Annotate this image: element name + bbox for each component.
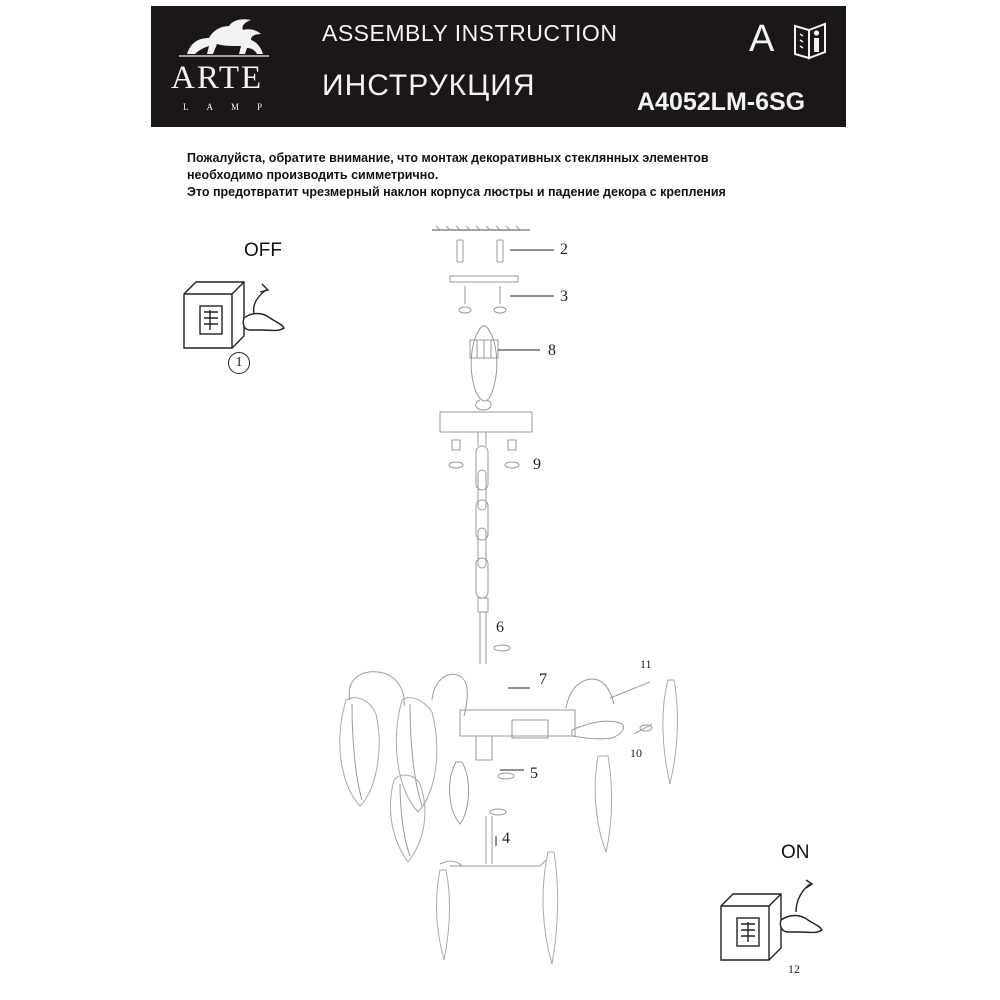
callout-8: 8 — [548, 342, 556, 359]
step-number-off: 1 — [228, 352, 250, 374]
callout-2: 2 — [560, 241, 568, 258]
title-russian: ИНСТРУКЦИЯ — [322, 69, 536, 102]
callout-3: 3 — [560, 288, 568, 305]
title-english: ASSEMBLY INSTRUCTION — [322, 20, 618, 46]
callout-4: 4 — [502, 830, 510, 847]
brand-name: ARTE — [171, 60, 264, 96]
brand-subtitle: LAMP — [183, 102, 281, 112]
brand-logo — [159, 12, 279, 122]
off-label: OFF — [244, 240, 282, 261]
callout-11: 11 — [640, 657, 652, 671]
notice-line-3: Это предотвратит чрезмерный наклон корпуса люстры и падение декора с крепления — [187, 185, 726, 199]
notice-line-1: Пожалуйста, обратите внимание, что монтаж декоративных стеклянных элементов — [187, 151, 709, 165]
step-number-on: 12 — [788, 962, 800, 976]
callout-5: 5 — [530, 765, 538, 782]
switch-off-icon — [184, 282, 284, 348]
callout-9: 9 — [533, 456, 541, 473]
callout-6: 6 — [496, 619, 504, 636]
info-book-icon — [791, 20, 833, 60]
notice-line-2: необходимо производить симметрично. — [187, 168, 439, 182]
callout-10: 10 — [630, 746, 642, 760]
language-letter: A — [749, 18, 775, 60]
header-banner — [151, 6, 846, 127]
switch-on-icon — [721, 880, 822, 960]
callout-7: 7 — [539, 671, 547, 688]
model-number: A4052LM-6SG — [637, 88, 806, 116]
on-label: ON — [781, 842, 810, 863]
assembly-notice — [187, 150, 827, 201]
